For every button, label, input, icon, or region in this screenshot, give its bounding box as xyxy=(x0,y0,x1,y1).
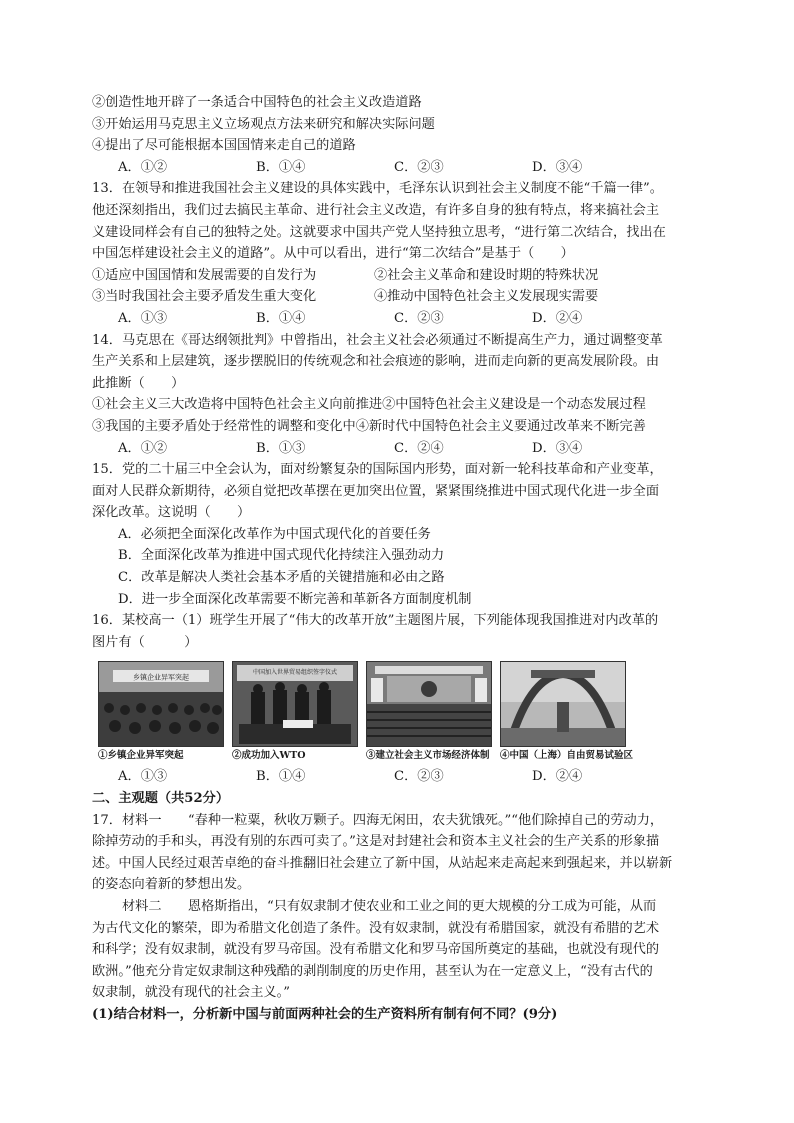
q16-option-c: C．②③ xyxy=(394,769,444,785)
q15-option-d: D．进一步全面深化改革需要不断完善和革新各方面制度机制 xyxy=(118,591,472,607)
q17-m1-line: 17．材料一 “春种一粒粟，秋收万颗子。四海无闲田，农夫犹饿死。”“他们除掉自己的劳动力， xyxy=(92,812,664,828)
q12-option-a: A．①② xyxy=(118,159,168,175)
q16-stem xyxy=(92,610,704,653)
q13-item-3: ③当时我国社会主要矛盾发生重大变化 xyxy=(92,289,317,305)
q17-question-1: (1)结合材料一，分析新中国与前面两种社会的生产资料所有制有何不同？(9分) xyxy=(92,1006,558,1022)
q16-caption-3: ③建立社会主义市场经济体制 xyxy=(366,750,490,762)
photo-market-economy-congress xyxy=(366,661,492,747)
q13-line: 中国怎样建设社会主义的道路”。从中可以看出，进行“第二次结合”是基于（ ） xyxy=(92,246,574,262)
q14-option-c: C．②④ xyxy=(394,440,444,456)
q12-item-4: ④提出了尽可能根据本国国情来走自己的道路 xyxy=(92,138,356,154)
q17-m2-line: 和科学；没有奴隶制，就没有罗马帝国。没有希腊文化和罗马帝国所奠定的基础，也就没有现代的 xyxy=(92,942,660,958)
q12-item-2: ②创造性地开辟了一条适合中国特色的社会主义改造道路 xyxy=(92,95,422,110)
q13-line: 13．在领导和推进我国社会主义建设的具体实践中，毛泽东认识到社会主义制度不能“千篇一律”。 xyxy=(92,181,663,197)
q15-option-a: A．必须把全面深化改革作为中国式现代化的首要任务 xyxy=(118,526,431,542)
q13-option-d: D．②④ xyxy=(532,310,583,326)
q17-m1-line: 述。中国人民经过艰苦卓绝的奋斗推翻旧社会建立了新中国，从站起来走高起来到强起来，并以崭新 xyxy=(92,855,673,871)
q16-figures xyxy=(98,661,704,764)
q12-option-c: C．②③ xyxy=(394,159,444,175)
q16-caption-1: ①乡镇企业异军突起 xyxy=(98,750,184,762)
q13-stem xyxy=(92,178,704,264)
q15-line: 深化改革。这说明（ ） xyxy=(92,505,251,521)
photo-shanghai-ftz xyxy=(500,661,626,747)
q17-m1-line: 的姿态向着新的梦想出发。 xyxy=(92,877,251,893)
q15-line: 面对人民群众新期待，必须自觉把改革摆在更加突出位置，紧紧围绕推进中国式现代化进一步全面 xyxy=(92,483,660,499)
q12-options xyxy=(92,157,704,179)
photo-1-banner: 乡镇企业异军突起 xyxy=(133,673,189,682)
q17-material-1 xyxy=(92,810,704,896)
q14-option-d: D．③④ xyxy=(532,440,583,456)
q16-line: 16．某校高一（1）班学生开展了“伟大的改革开放”主题图片展，下列能体现我国推进对内改革的 xyxy=(92,613,659,629)
q13-line: 义建设同样会有自己的独特之处。这就要求中国共产党人坚持独立思考，“进行第二次结合，找出在 xyxy=(92,224,666,240)
q16-line: 图片有（ ） xyxy=(92,634,198,650)
q16-option-d: D．②④ xyxy=(532,769,583,785)
q12-option-b: B．①④ xyxy=(256,159,306,175)
q16-option-b: B．①④ xyxy=(256,769,306,785)
q17-m2-line: 奴隶制，就没有现代的社会主义。” xyxy=(92,985,290,1001)
q13-options xyxy=(92,308,704,330)
q17-m1-line: 除掉劳动的手和头，再没有别的东西可卖了。”这是对封建社会和资本主义社会的生产关系的形象描 xyxy=(92,834,660,850)
q16-figure-2 xyxy=(232,661,356,764)
q13-option-b: B．①④ xyxy=(256,310,306,326)
q16-figure-4 xyxy=(500,661,634,764)
q14-line: 14．马克思在《哥达纲领批判》中曾指出，社会主义社会必须通过不断提高生产力，通过调整变革 xyxy=(92,332,663,348)
q13-item-1: ①适应中国国情和发展需要的自发行为 xyxy=(92,267,317,283)
q14-options xyxy=(92,438,704,460)
q15-line: 15．党的二十届三中全会认为，面对纷繁复杂的国际国内形势，面对新一轮科技革命和产业变革， xyxy=(92,462,663,478)
q12-items xyxy=(92,92,704,157)
q15-option-b: B．全面深化改革为推进中国式现代化持续注入强劲动力 xyxy=(118,548,445,564)
q17-m2-line: 为古代文化的繁荣，即为希腊文化创造了条件。没有奴隶制，就没有希腊国家，就没有希腊的艺术 xyxy=(92,920,660,936)
q13-option-a: A．①③ xyxy=(118,310,168,326)
q14-line: 生产关系和上层建筑，逐步摆脱旧的传统观念和社会痕迹的影响，进而走向新的更高发展阶段。由 xyxy=(92,354,660,370)
q17-m2-line: 欧洲。”他充分肯定奴隶制这种残酷的剥削制度的历史作用，甚至认为在一定意义上，“没有古代的 xyxy=(92,963,653,979)
q16-caption-2: ②成功加入WTO xyxy=(232,750,306,762)
q12-option-d: D．③④ xyxy=(532,159,583,175)
photo-wto-signing xyxy=(232,661,358,747)
q13-option-c: C．②③ xyxy=(394,310,444,326)
q16-options xyxy=(92,766,704,788)
q16-figure-3 xyxy=(366,661,490,764)
q14-line: 此推断（ ） xyxy=(92,375,185,391)
q16-figure-1 xyxy=(98,661,222,764)
q16-option-a: A．①③ xyxy=(118,769,168,785)
q14-option-b: B．①③ xyxy=(256,440,306,456)
q14-items-row: ③我国的主要矛盾处于经常性的调整和变化中④新时代中国特色社会主义要通过改革来不断完善 xyxy=(92,418,646,434)
q12-item-3: ③开始运用马克思主义立场观点方法来研究和解决实际问题 xyxy=(92,116,435,132)
photo-2-banner: 中国加入世界贸易组织签字仪式 xyxy=(252,669,338,677)
q13-line: 他还深刻指出，我们过去搞民主革命、进行社会主义改造，有许多自身的独有特点，将来搞社会主 xyxy=(92,202,660,218)
q15-stem xyxy=(92,459,704,524)
q14-option-a: A．①② xyxy=(118,440,168,456)
q13-items-row xyxy=(92,265,704,287)
photo-township-enterprise xyxy=(98,661,224,747)
section-2-title: 二、主观题（共52分） xyxy=(92,791,230,807)
q17-material-2 xyxy=(92,896,704,1004)
q13-items-row xyxy=(92,286,704,308)
q14-stem xyxy=(92,330,704,395)
q13-item-4: ④推动中国特色社会主义发展现实需要 xyxy=(374,289,599,305)
q17-m2-line: 材料二 恩格斯指出，“只有奴隶制才使农业和工业之间的更大规模的分工成为可能，从而 xyxy=(122,899,657,914)
q16-caption-4: ④中国（上海）自由贸易试验区 xyxy=(500,750,634,762)
q15-option-c: C．改革是解决人类社会基本矛盾的关键措施和必由之路 xyxy=(118,570,445,586)
exam-page xyxy=(92,92,704,1026)
q13-item-2: ②社会主义革命和建设时期的特殊状况 xyxy=(374,267,599,283)
q14-items-row: ①社会主义三大改造将中国特色社会主义向前推进②中国特色社会主义建设是一个动态发展过程 xyxy=(92,397,646,413)
